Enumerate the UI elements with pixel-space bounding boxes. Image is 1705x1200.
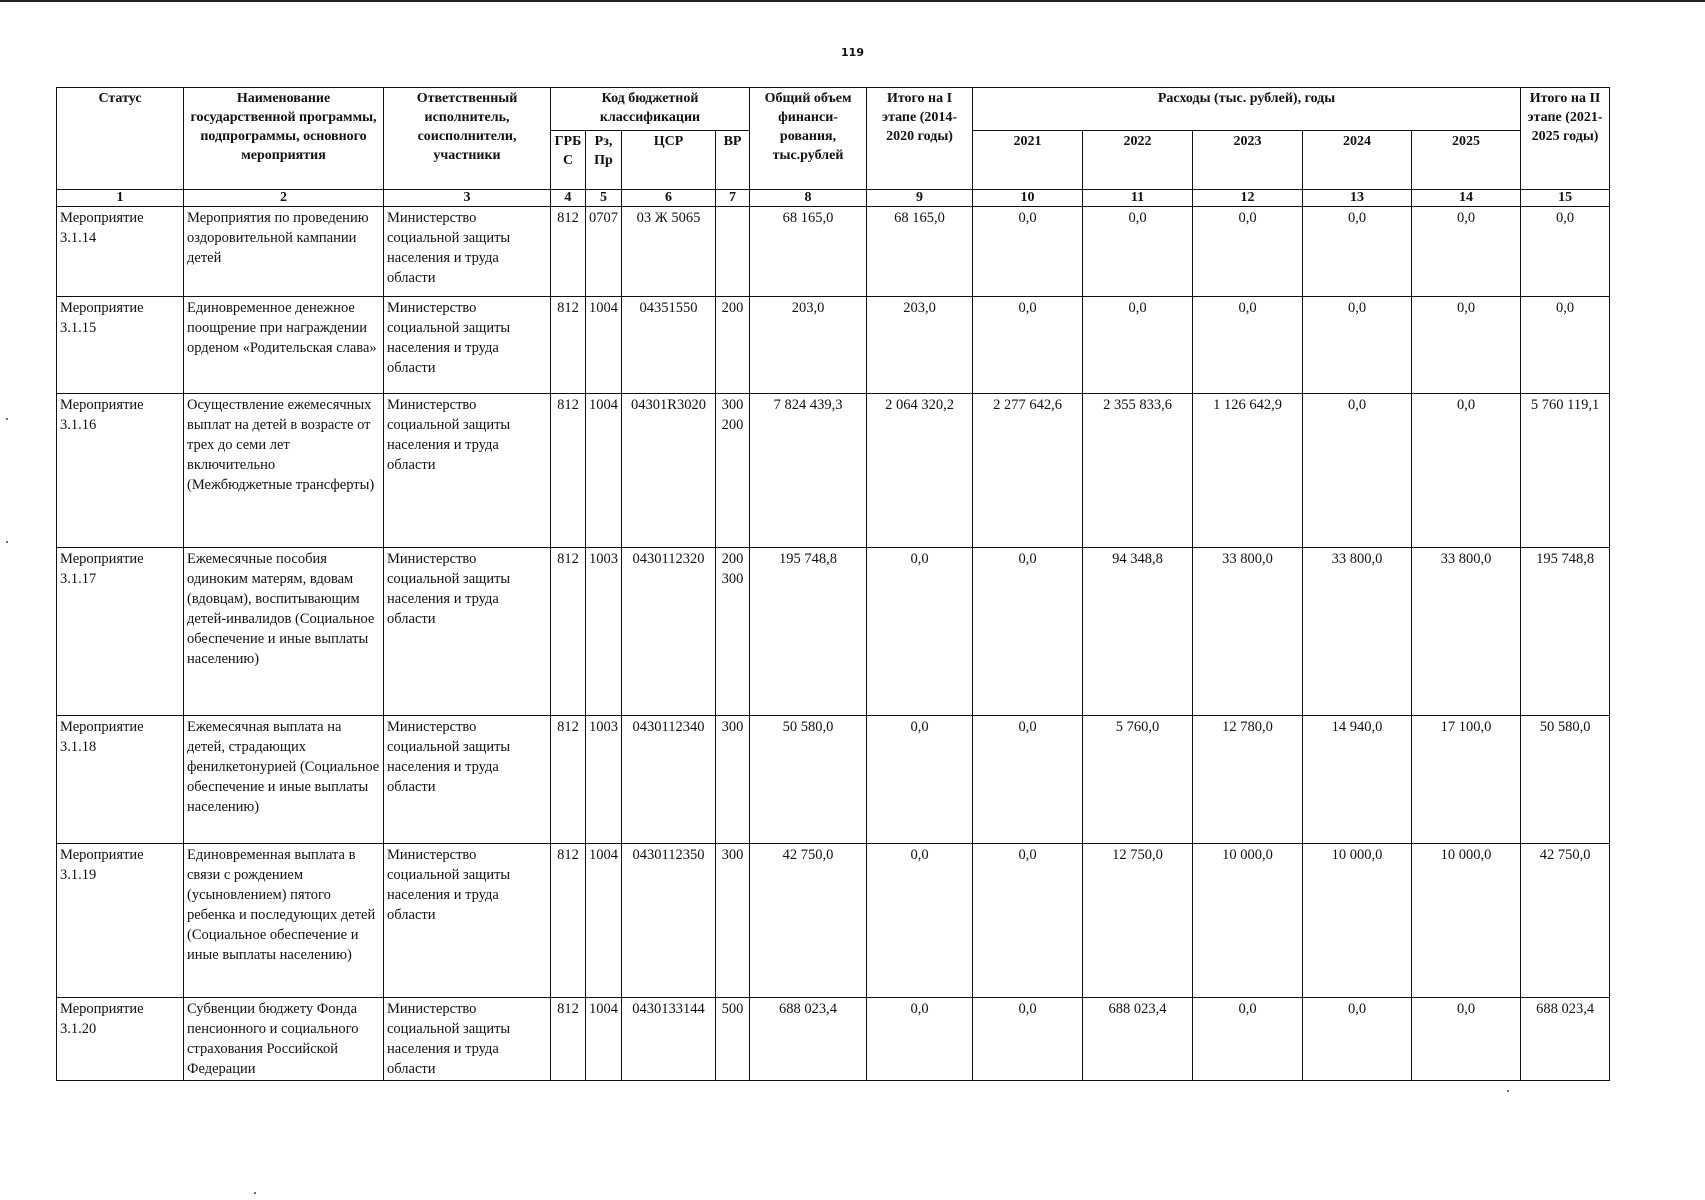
column-number: 15 — [1521, 190, 1610, 207]
cell-name: Субвенции бюджету Фонда пенсионного и социального страхования Российской Федерации — [184, 998, 384, 1081]
header-stage2-total: Итого на II этапе (2021-2025 годы) — [1521, 88, 1610, 190]
header-year-2023: 2023 — [1193, 131, 1303, 190]
cell-responsible: Министерство социальной защиты населения и труда области — [384, 844, 551, 998]
column-number: 7 — [716, 190, 750, 207]
cell-grbs: 812 — [551, 716, 586, 844]
cell-vr-value: 200 — [721, 417, 744, 433]
cell-responsible: Министерство социальной защиты населения и труда области — [384, 297, 551, 394]
cell-responsible: Министерство социальной защиты населения и труда области — [384, 716, 551, 844]
cell-name: Осуществление ежемесячных выплат на детей в возрасте от трех до семи лет включительно (Межбюджетные трансферты) — [184, 394, 384, 548]
cell-2025: 33 800,0 — [1412, 548, 1521, 716]
cell-vr-value: 500 — [721, 1001, 744, 1017]
cell-responsible: Министерство социальной защиты населения и труда области — [384, 207, 551, 297]
cell-vr — [716, 844, 750, 998]
cell-2023: 33 800,0 — [1193, 548, 1303, 716]
cell-rzpr: 1004 — [586, 297, 622, 394]
table-row — [57, 716, 1610, 844]
cell-2021: 0,0 — [973, 844, 1083, 998]
scan-speck — [6, 541, 8, 543]
cell-2024: 10 000,0 — [1303, 844, 1412, 998]
header-csr: ЦСР — [622, 131, 716, 190]
scan-speck — [6, 418, 8, 420]
table-row — [57, 548, 1610, 716]
cell-status: Мероприятие 3.1.16 — [57, 394, 184, 548]
table-row — [57, 394, 1610, 548]
cell-vr — [716, 297, 750, 394]
cell-2023: 1 126 642,9 — [1193, 394, 1303, 548]
cell-vr-value: 300 — [721, 847, 744, 863]
cell-grbs: 812 — [551, 297, 586, 394]
cell-2021: 0,0 — [973, 297, 1083, 394]
cell-vr — [716, 548, 750, 716]
cell-total: 203,0 — [750, 297, 867, 394]
header-responsible: Ответственный исполнитель, соисполнители, участники — [384, 88, 551, 190]
header-rzpr: Рз, Пр — [586, 131, 622, 190]
cell-2023: 0,0 — [1193, 297, 1303, 394]
column-number: 14 — [1412, 190, 1521, 207]
column-numbers-row — [57, 190, 1610, 207]
cell-csr: 0430112340 — [622, 716, 716, 844]
cell-2021: 0,0 — [973, 207, 1083, 297]
cell-2025: 17 100,0 — [1412, 716, 1521, 844]
cell-grbs: 812 — [551, 844, 586, 998]
cell-2023: 0,0 — [1193, 998, 1303, 1081]
cell-rzpr: 1004 — [586, 998, 622, 1081]
cell-2025: 10 000,0 — [1412, 844, 1521, 998]
cell-csr: 03 Ж 5065 — [622, 207, 716, 297]
table-row — [57, 297, 1610, 394]
cell-status: Мероприятие 3.1.15 — [57, 297, 184, 394]
header-budget-code: Код бюджетной классификации — [551, 88, 750, 131]
cell-stage1: 0,0 — [867, 844, 973, 998]
cell-status: Мероприятие 3.1.19 — [57, 844, 184, 998]
scan-speck — [1507, 1090, 1509, 1092]
cell-stage2: 0,0 — [1521, 207, 1610, 297]
cell-rzpr: 0707 — [586, 207, 622, 297]
cell-name: Единовременная выплата в связи с рождением (усыновлением) пятого ребенка и последующих детей (Социальное обеспечение и иные выплаты населению) — [184, 844, 384, 998]
header-name: Наименование государственной программы, подпрограммы, основного мероприятия — [184, 88, 384, 190]
cell-stage2: 5 760 119,1 — [1521, 394, 1610, 548]
cell-2025: 0,0 — [1412, 998, 1521, 1081]
cell-status: Мероприятие 3.1.14 — [57, 207, 184, 297]
cell-2022: 5 760,0 — [1083, 716, 1193, 844]
cell-rzpr: 1003 — [586, 548, 622, 716]
header-year-2022: 2022 — [1083, 131, 1193, 190]
cell-vr-value: 300 — [721, 397, 744, 413]
cell-2025: 0,0 — [1412, 297, 1521, 394]
cell-vr-value: 300 — [721, 571, 744, 587]
cell-status: Мероприятие 3.1.17 — [57, 548, 184, 716]
cell-name: Единовременное денежное поощрение при награждении орденом «Родительская слава» — [184, 297, 384, 394]
table-row — [57, 207, 1610, 297]
top-border-line — [0, 0, 1705, 2]
cell-vr — [716, 394, 750, 548]
budget-table — [56, 87, 1610, 1081]
cell-vr-value: 300 — [721, 719, 744, 735]
cell-2024: 0,0 — [1303, 297, 1412, 394]
column-number: 1 — [57, 190, 184, 207]
cell-2021: 0,0 — [973, 998, 1083, 1081]
cell-name: Ежемесячные пособия одиноким матерям, вдовам (вдовцам), воспитывающим детей-инвалидов (Социальное обеспечение и иные выплаты населению) — [184, 548, 384, 716]
column-number: 3 — [384, 190, 551, 207]
scan-speck — [254, 1192, 256, 1194]
cell-total: 7 824 439,3 — [750, 394, 867, 548]
cell-2022: 12 750,0 — [1083, 844, 1193, 998]
header-total-volume: Общий объем финанси-рования, тыс.рублей — [750, 88, 867, 190]
cell-2022: 0,0 — [1083, 297, 1193, 394]
column-number: 8 — [750, 190, 867, 207]
cell-total: 42 750,0 — [750, 844, 867, 998]
cell-2024: 0,0 — [1303, 207, 1412, 297]
cell-2021: 2 277 642,6 — [973, 394, 1083, 548]
column-number: 6 — [622, 190, 716, 207]
cell-vr — [716, 716, 750, 844]
cell-status: Мероприятие 3.1.20 — [57, 998, 184, 1081]
cell-name: Ежемесячная выплата на детей, страдающих фенилкетонурией (Социальное обеспечение и иные выплаты населению) — [184, 716, 384, 844]
cell-2024: 33 800,0 — [1303, 548, 1412, 716]
table-row — [57, 844, 1610, 998]
column-number: 11 — [1083, 190, 1193, 207]
cell-csr: 0430133144 — [622, 998, 716, 1081]
cell-total: 195 748,8 — [750, 548, 867, 716]
column-number: 5 — [586, 190, 622, 207]
table-row — [57, 998, 1610, 1081]
cell-name: Мероприятия по проведению оздоровительной кампании детей — [184, 207, 384, 297]
cell-2021: 0,0 — [973, 548, 1083, 716]
cell-grbs: 812 — [551, 394, 586, 548]
cell-2025: 0,0 — [1412, 207, 1521, 297]
column-number: 9 — [867, 190, 973, 207]
cell-stage1: 0,0 — [867, 716, 973, 844]
cell-stage2: 50 580,0 — [1521, 716, 1610, 844]
cell-stage2: 42 750,0 — [1521, 844, 1610, 998]
cell-rzpr: 1004 — [586, 844, 622, 998]
cell-csr: 0430112350 — [622, 844, 716, 998]
cell-2021: 0,0 — [973, 716, 1083, 844]
cell-status: Мероприятие 3.1.18 — [57, 716, 184, 844]
cell-2022: 688 023,4 — [1083, 998, 1193, 1081]
cell-total: 50 580,0 — [750, 716, 867, 844]
cell-stage1: 0,0 — [867, 548, 973, 716]
header-grbs: ГРБ С — [551, 131, 586, 190]
header-status: Статус — [57, 88, 184, 190]
column-number: 10 — [973, 190, 1083, 207]
cell-stage2: 195 748,8 — [1521, 548, 1610, 716]
header-year-2021: 2021 — [973, 131, 1083, 190]
header-vr: ВР — [716, 131, 750, 190]
cell-grbs: 812 — [551, 548, 586, 716]
cell-2024: 14 940,0 — [1303, 716, 1412, 844]
cell-2023: 10 000,0 — [1193, 844, 1303, 998]
cell-2022: 0,0 — [1083, 207, 1193, 297]
cell-2024: 0,0 — [1303, 394, 1412, 548]
cell-2022: 94 348,8 — [1083, 548, 1193, 716]
column-number: 2 — [184, 190, 384, 207]
header-year-2024: 2024 — [1303, 131, 1412, 190]
cell-grbs: 812 — [551, 207, 586, 297]
cell-csr: 0430112320 — [622, 548, 716, 716]
column-number: 12 — [1193, 190, 1303, 207]
cell-vr — [716, 998, 750, 1081]
cell-total: 68 165,0 — [750, 207, 867, 297]
header-expenses: Расходы (тыс. рублей), годы — [973, 88, 1521, 131]
cell-2024: 0,0 — [1303, 998, 1412, 1081]
cell-stage2: 688 023,4 — [1521, 998, 1610, 1081]
header-year-2025: 2025 — [1412, 131, 1521, 190]
page-number: 119 — [841, 46, 864, 59]
column-number: 13 — [1303, 190, 1412, 207]
cell-grbs: 812 — [551, 998, 586, 1081]
cell-2025: 0,0 — [1412, 394, 1521, 548]
cell-stage1: 68 165,0 — [867, 207, 973, 297]
cell-responsible: Министерство социальной защиты населения и труда области — [384, 548, 551, 716]
cell-vr — [716, 207, 750, 297]
cell-responsible: Министерство социальной защиты населения и труда области — [384, 394, 551, 548]
cell-stage1: 0,0 — [867, 998, 973, 1081]
cell-stage1: 2 064 320,2 — [867, 394, 973, 548]
column-number: 4 — [551, 190, 586, 207]
cell-responsible: Министерство социальной защиты населения и труда области — [384, 998, 551, 1081]
cell-2023: 12 780,0 — [1193, 716, 1303, 844]
header-stage1-total: Итого на I этапе (2014-2020 годы) — [867, 88, 973, 190]
cell-rzpr: 1003 — [586, 716, 622, 844]
cell-stage2: 0,0 — [1521, 297, 1610, 394]
cell-vr-value: 200 — [721, 551, 744, 567]
cell-rzpr: 1004 — [586, 394, 622, 548]
cell-vr-value: 200 — [721, 300, 744, 316]
cell-csr: 04301R3020 — [622, 394, 716, 548]
cell-2023: 0,0 — [1193, 207, 1303, 297]
cell-total: 688 023,4 — [750, 998, 867, 1081]
cell-stage1: 203,0 — [867, 297, 973, 394]
cell-csr: 04351550 — [622, 297, 716, 394]
cell-2022: 2 355 833,6 — [1083, 394, 1193, 548]
